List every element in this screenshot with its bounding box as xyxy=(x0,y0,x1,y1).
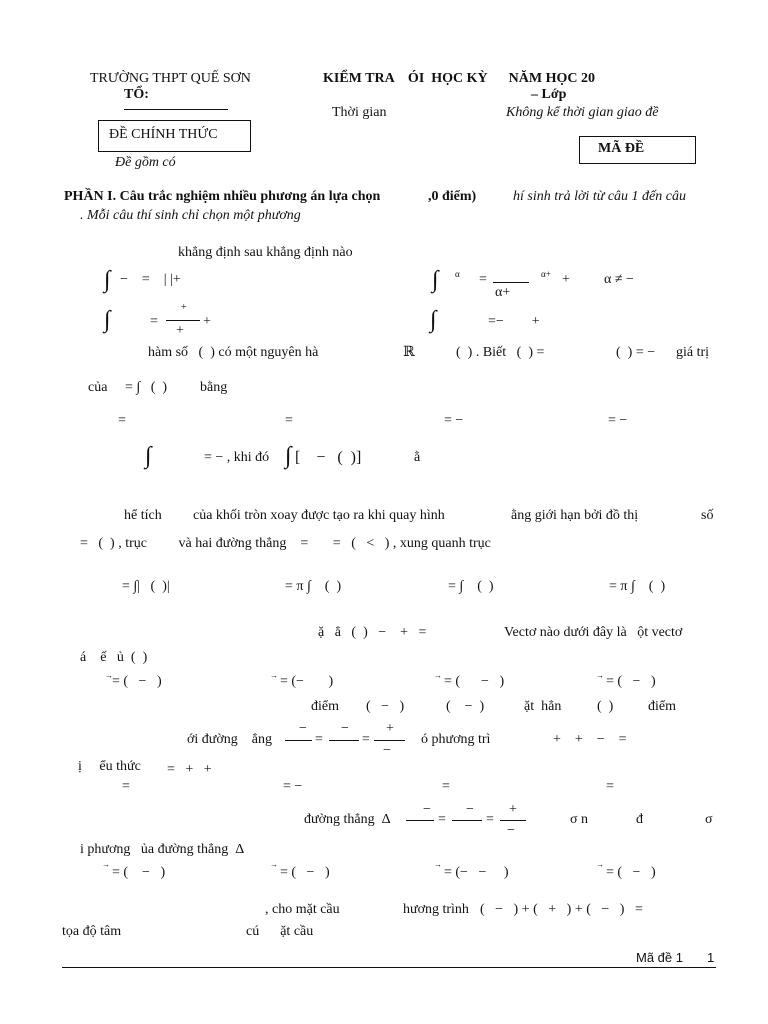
q1-b-cond: α ≠ − xyxy=(604,272,634,287)
part1-instruction-1: hí sinh trả lời từ câu 1 đến câu xyxy=(513,189,686,204)
part1-instruction-2: . Mỗi câu thí sinh chỉ chọn một phương xyxy=(80,208,301,223)
q7-line1-b: σ n xyxy=(570,812,589,827)
q1-b-fraction-bar xyxy=(493,282,529,283)
q1-b-integral: ∫ xyxy=(432,267,439,293)
q1-d-expr: =− + xyxy=(488,314,540,329)
q6-frac2-bar xyxy=(329,740,359,741)
q8-line1-a: , cho mặt cầu xyxy=(265,902,340,917)
q4-line1-c: ằng giới hạn bởi đồ thị xyxy=(511,508,639,523)
q2-line1-b: ( ) . Biết ( ) = xyxy=(456,345,545,360)
q6-line1-a: điểm xyxy=(311,699,339,714)
q7-line2: i phương ủa đường thẳng Δ xyxy=(80,842,245,857)
official-label: ĐỀ CHÍNH THỨC xyxy=(109,127,218,142)
q2-line2-a: của xyxy=(88,380,108,395)
q6-eq-2: = xyxy=(362,732,370,747)
q6-line2-c: + + − = xyxy=(553,732,627,747)
q6-line1-d: ặt hẳn xyxy=(524,699,562,714)
q2-real-set: ℝ xyxy=(403,345,415,360)
q7-eq-1: = xyxy=(438,812,446,827)
q3-tail: ằ xyxy=(414,450,421,465)
official-stamp-box xyxy=(98,120,251,152)
q6-line1-e: ( ) xyxy=(597,699,614,714)
q7-frac1-bar xyxy=(406,820,434,821)
footer-exam-code: Mã đề 1 xyxy=(636,950,683,965)
q4-option-c: = ∫ ( ) xyxy=(448,579,494,594)
q1-b-eq: = xyxy=(479,272,487,287)
q2-line1-d: giá trị xyxy=(676,345,710,360)
q6-line1-f: điểm xyxy=(648,699,676,714)
exam-code-label: MÃ ĐỀ xyxy=(598,141,645,156)
q1-c-eq: = xyxy=(150,314,158,329)
q1-c-num: + xyxy=(181,302,187,313)
q7-eq-2: = xyxy=(486,812,494,827)
q2-option-c: = − xyxy=(444,413,464,428)
q7-frac3-num: + xyxy=(509,802,517,817)
q6-line1-b: ( − ) xyxy=(366,699,405,714)
q4-option-a: = ∫| ( )| xyxy=(122,579,170,594)
q7-frac3-den: − xyxy=(507,823,515,838)
q6-eq-1: = xyxy=(315,732,323,747)
q5-line1-b: Vectơ nào dưới đây là ột vectơ xyxy=(504,625,683,640)
q7-option-a: = ( − ) xyxy=(112,865,166,880)
group-underline xyxy=(124,109,228,110)
q1-c-den: + xyxy=(176,323,184,338)
q1-b-plus: + xyxy=(562,272,570,287)
q6-option-d: = xyxy=(606,779,614,794)
q6-option-b: = − xyxy=(283,779,303,794)
time-label: Thời gian xyxy=(332,105,387,120)
time-note: Không kể thời gian giao đề xyxy=(506,105,659,120)
q5-option-c-vector-icon: → xyxy=(434,671,442,680)
q2-option-a: = xyxy=(118,413,126,428)
q6-frac1-num: − xyxy=(299,721,307,736)
q5-option-b-vector-icon: → xyxy=(270,671,278,680)
exam-title: KIỂM TRA ÓI HỌC KỲ NĂM HỌC 20 xyxy=(323,71,595,86)
q1-b-alpha: α xyxy=(455,269,460,279)
q7-option-a-vector-icon: → xyxy=(102,860,110,869)
q6-line1-c: ( − ) xyxy=(446,699,485,714)
q6-option-c: = xyxy=(442,779,450,794)
q5-option-a-vector-icon: → xyxy=(105,671,113,680)
q7-frac1-num: − xyxy=(423,802,431,817)
q4-line2: = ( ) , trục và hai đường thẳng = = ( < ) , xung quanh trục xyxy=(80,536,491,551)
q2-line2-b: = ∫ ( ) xyxy=(125,380,168,395)
q2-line1-c: ( ) = − xyxy=(616,345,656,360)
q6-frac3-den: − xyxy=(383,743,391,758)
q7-option-c-vector-icon: → xyxy=(434,860,442,869)
q4-line1-a: hể tích xyxy=(124,508,162,523)
q7-frac3-bar xyxy=(500,820,526,821)
q4-option-b: = π ∫ ( ) xyxy=(285,579,342,594)
q6-frac2-num: − xyxy=(341,721,349,736)
q3-integral-2: ∫ xyxy=(285,443,292,469)
q8-line1-c: ( − ) + ( + ) + ( − ) = xyxy=(480,902,643,917)
q7-option-b-vector-icon: → xyxy=(270,860,278,869)
q7-frac2-num: − xyxy=(466,802,474,817)
q1-stem: khẳng định sau khẳng định nào xyxy=(178,245,353,260)
q7-frac2-bar xyxy=(452,820,482,821)
q5-option-d: = ( − ) xyxy=(606,674,656,689)
q6-line3-b: = + + xyxy=(167,762,212,777)
q6-frac3-bar xyxy=(374,740,405,741)
q6-line3-a: ị ểu thức xyxy=(78,759,141,774)
q5-option-d-vector-icon: → xyxy=(596,671,604,680)
q2-option-b: = xyxy=(285,413,293,428)
footer-page-number: 1 xyxy=(707,950,715,965)
q5-line1-a: ặ ẳ ( ) − + = xyxy=(318,625,427,640)
q3-integral-1: ∫ xyxy=(145,443,152,469)
q2-line2-c: bằng xyxy=(200,380,228,395)
q4-line1-d: số xyxy=(701,508,714,523)
q2-option-d: = − xyxy=(608,413,628,428)
q1-d-integral: ∫ xyxy=(430,307,437,333)
q5-option-c: = ( − ) xyxy=(444,674,505,689)
part1-title: PHẦN I. Câu trắc nghiệm nhiều phương án lựa chọn xyxy=(64,189,381,204)
q6-frac1-bar xyxy=(285,740,312,741)
q7-line1-d: σ xyxy=(705,812,713,827)
q1-c-integral: ∫ xyxy=(104,307,111,333)
q8-line1-b: hương trình xyxy=(403,902,469,917)
q5-option-a: = ( − ) xyxy=(112,674,162,689)
q1-b-exp: α+ xyxy=(541,269,551,279)
q5-line2: á ế ủ ( ) xyxy=(80,650,148,665)
q3-expr-2: [ − ( )] xyxy=(295,449,362,466)
school-name: TRƯỜNG THPT QUẾ SƠN xyxy=(90,71,251,86)
group-label: TỔ: xyxy=(124,87,149,102)
q1-a-integral: ∫ xyxy=(104,267,111,293)
q8-line2-a: tọa độ tâm xyxy=(62,924,122,939)
q7-line1-a: đường thẳng Δ xyxy=(304,812,391,827)
page-count-note: Đề gồm có xyxy=(115,155,176,170)
q6-line2-a: ới đường ẳng xyxy=(187,732,272,747)
q6-line2-b: ó phương trì xyxy=(421,732,491,747)
q3-expr-1: = − , khi đó xyxy=(204,450,270,465)
q7-option-d-vector-icon: → xyxy=(596,860,604,869)
footer-rule xyxy=(62,967,716,968)
q4-option-d: = π ∫ ( ) xyxy=(609,579,666,594)
class-label: – Lớp xyxy=(531,87,567,102)
q7-option-b: = ( − ) xyxy=(280,865,330,880)
exam-code-box xyxy=(579,136,696,164)
q1-c-fraction-bar xyxy=(166,320,200,321)
q6-frac3-num: + xyxy=(386,721,394,736)
q8-line2-b: cú ặt cầu xyxy=(246,924,314,939)
q4-line1-b: của khối tròn xoay được tạo ra khi quay hình xyxy=(193,508,445,523)
part1-points: ,0 điểm) xyxy=(428,189,477,204)
q6-option-a: = xyxy=(122,779,130,794)
q5-option-b: = (− ) xyxy=(280,674,334,689)
q2-line1-a: hàm số ( ) có một nguyên hà xyxy=(148,345,319,360)
q7-option-d: = ( − ) xyxy=(606,865,656,880)
q1-a-expr: − = | |+ xyxy=(120,272,181,287)
q7-option-c: = (− − ) xyxy=(444,865,509,880)
q7-line1-c: đ xyxy=(636,812,643,827)
q1-b-den: α+ xyxy=(495,285,511,300)
q1-c-plus: + xyxy=(203,314,211,329)
